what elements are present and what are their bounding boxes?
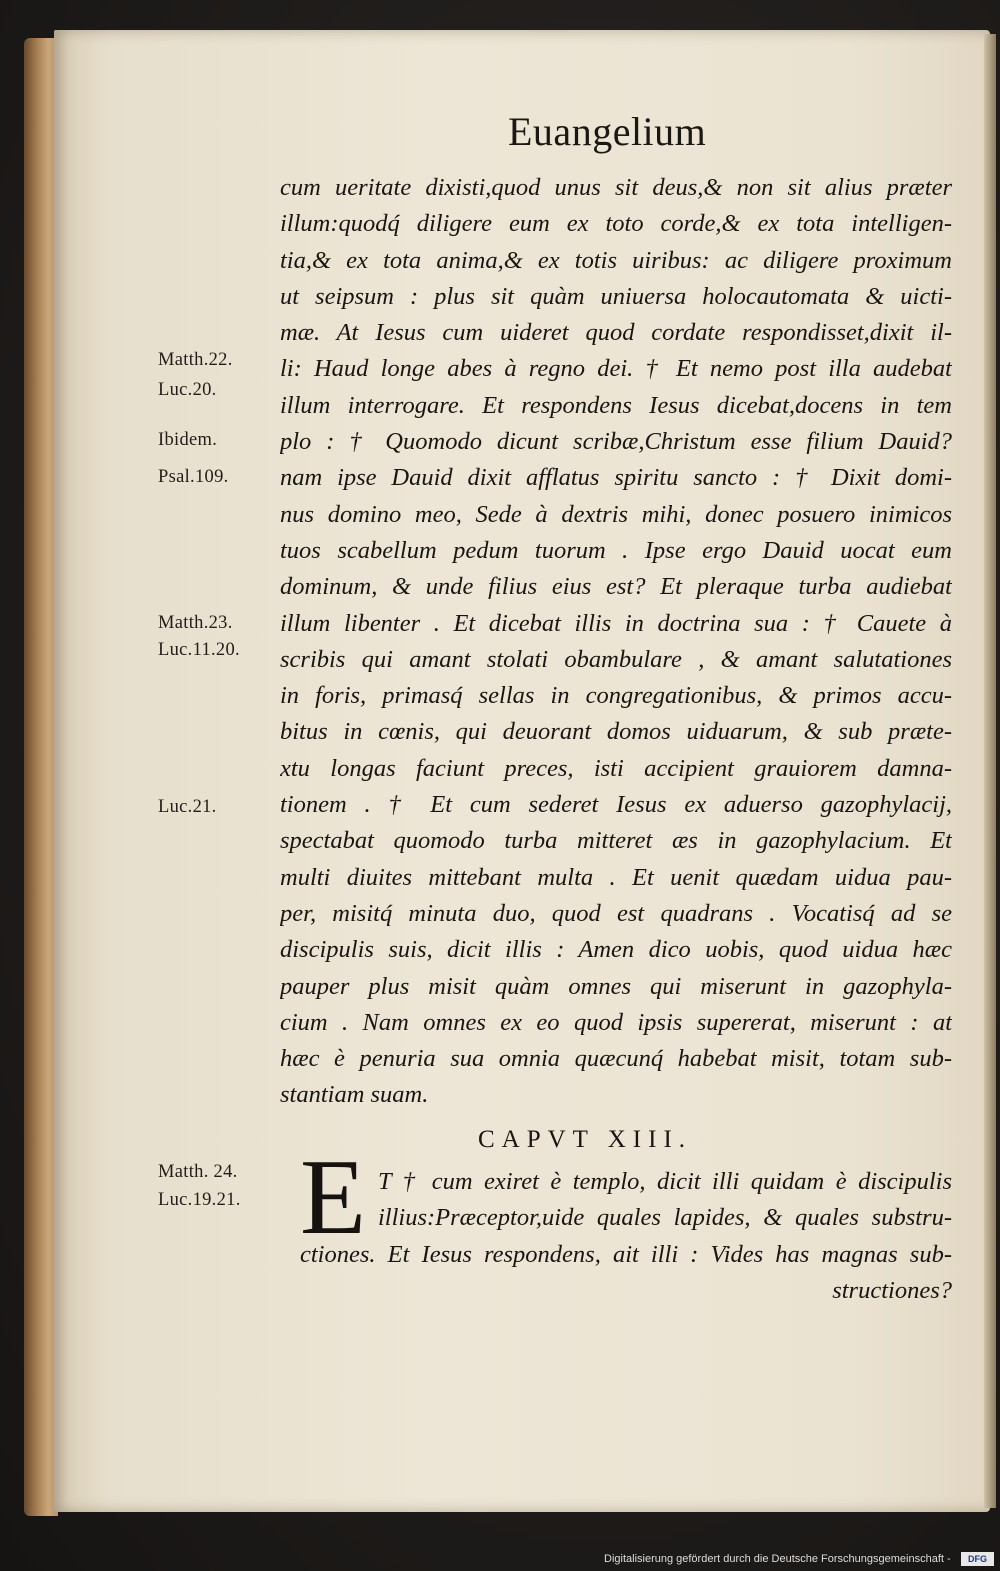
body-line: pauper plus misit quàm omnes qui miserunt in gazophyla- [280, 972, 952, 1000]
chapter-line: illius:Præceptor,uide quales lapides, & quales substru- [378, 1204, 952, 1232]
body-line: cium . Nam omnes ex eo quod ipsis supererat, miserunt : at [280, 1008, 952, 1036]
margin-note: Ibidem. [158, 430, 218, 450]
body-line: mæ. At Iesus cum uideret quod cordate respondisset,dixit il- [280, 319, 952, 347]
body-line: illum:quodq́ diligere eum ex toto corde,& ex tota intelligen- [280, 210, 952, 238]
body-line: discipulis suis, dicit illis : Amen dico uobis, quod uidua hæc [280, 936, 952, 964]
body-line: li: Haud longe abes à regno dei. † Et nemo post illa audebat [280, 355, 952, 383]
running-head: Euangelium [508, 109, 707, 154]
margin-note: Luc.21. [158, 797, 217, 817]
margin-note: Matth.22. [158, 350, 233, 370]
dfg-logo: DFG [961, 1552, 994, 1566]
margin-note: Matth.23. [158, 613, 233, 633]
body-line: illum libenter . Et dicebat illis in doctrina sua : † Cauete à [280, 609, 952, 637]
body-text [280, 170, 952, 1114]
body-line: tuos scabellum pedum tuorum . Ipse ergo Dauid uocat eum [280, 536, 952, 564]
body-line: dominum, & unde filius eius est? Et pleraque turba audiebat [280, 573, 952, 601]
body-line: scribis qui amant stolati obambulare , & amant salutationes [280, 645, 952, 673]
chapter-heading: CAPVT XIII. [478, 1126, 693, 1153]
body-line: tionem . † Et cum sederet Iesus ex aduerso gazophylacij, [280, 791, 952, 819]
body-line: bitus in cœnis, qui deuorant domos uiduarum, & sub præte- [280, 718, 952, 746]
body-line: ut seipsum : plus sit quàm uniuersa holocautomata & uicti- [280, 282, 952, 310]
body-line: cum ueritate dixisti,quod unus sit deus,& non sit alius præter [280, 174, 952, 201]
margin-note: Luc.11.20. [158, 640, 240, 660]
margin-note: Matth. 24. [158, 1162, 238, 1182]
body-line: hæc è penuria sua omnia quæcunq́ habebat misit, totam sub- [280, 1045, 952, 1073]
chapter-line: structiones? [832, 1276, 952, 1304]
chapter-line: T † cum exiret è templo, dicit illi quidam è discipulis [378, 1168, 952, 1195]
margin-note: Luc.19.21. [158, 1190, 241, 1210]
chapter-line: ctiones. Et Iesus respondens, ait illi : Vides has magnas sub- [300, 1240, 952, 1268]
margin-note: Psal.109. [158, 467, 229, 487]
body-line: stantiam suam. [280, 1081, 429, 1109]
drop-cap: E [300, 1138, 366, 1257]
body-line: in foris, primasq́ sellas in congregationibus, & primos accu- [280, 682, 952, 710]
margin-note: Luc.20. [158, 380, 217, 400]
body-line: multi diuites mittebant multa . Et uenit quædam uidua pau- [280, 863, 952, 891]
body-line: plo : † Quomodo dicunt scribæ,Christum esse filium Dauid? [280, 428, 952, 456]
body-line: nus domino meo, Sede à dextris mihi, donec posuero inimicos [280, 500, 952, 528]
body-line: illum interrogare. Et respondens Iesus dicebat,docens in tem [280, 391, 952, 419]
body-line: tia,& ex tota anima,& ex totis uiribus: ac diligere proximum [280, 246, 952, 274]
digitization-credit: Digitalisierung gefördert durch die Deutsche Forschungsgemeinschaft - [604, 1553, 951, 1565]
body-line: nam ipse Dauid dixit afflatus spiritu sancto : † Dixit domi- [280, 464, 952, 492]
book-fore-edge [24, 38, 58, 1516]
body-line: per, misitq́ minuta duo, quod est quadrans . Vocatisq́ ad se [280, 899, 952, 927]
body-line: spectabat quomodo turba mitteret æs in gazophylacium. Et [280, 827, 952, 855]
chapter-text [300, 1164, 952, 1309]
body-line: xtu longas faciunt preces, isti accipient grauiorem damna- [280, 754, 952, 782]
page-gutter-edge [984, 34, 996, 1508]
